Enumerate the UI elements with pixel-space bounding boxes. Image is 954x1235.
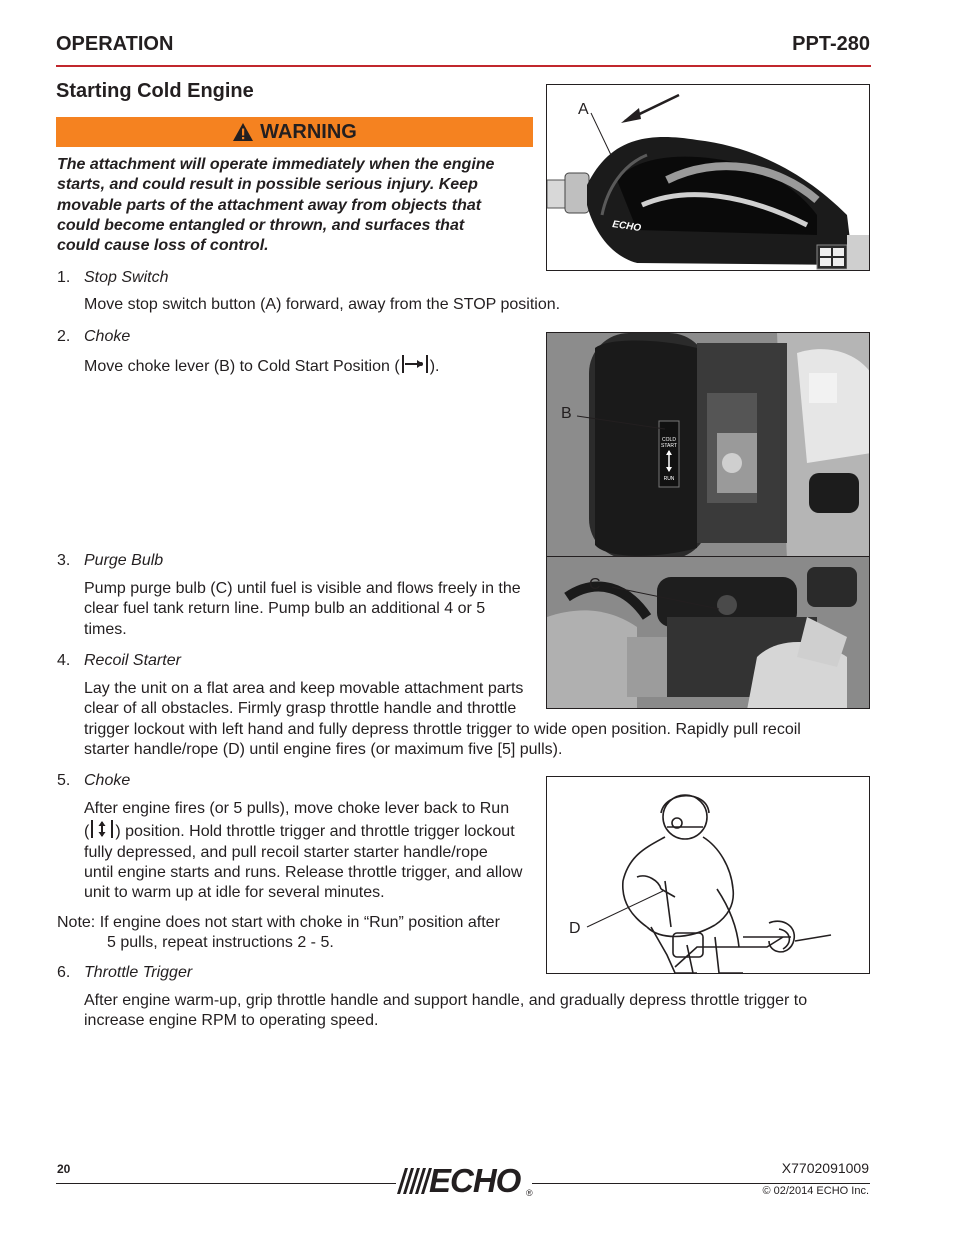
step-text xyxy=(84,799,544,903)
copyright: © 02/2014 ECHO Inc. xyxy=(762,1185,869,1197)
step-heading: Recoil Starter xyxy=(84,652,181,669)
echo-logo-text: ECHO xyxy=(429,1162,521,1199)
figure-purge-bulb xyxy=(546,556,870,709)
step-text xyxy=(84,579,544,640)
text-line: clear of all obstacles. Firmly grasp throttle handle and throttle xyxy=(84,700,517,718)
registered-mark: ® xyxy=(526,1188,533,1198)
step-number: 5. xyxy=(57,772,71,789)
step-number: 6. xyxy=(57,964,71,981)
step-text: Move stop switch button (A) forward, away from the STOP position. xyxy=(84,296,561,313)
callout-a: A xyxy=(578,101,589,118)
step-number: 3. xyxy=(57,552,71,569)
note-line: 5 pulls, repeat instructions 2 - 5. xyxy=(107,934,334,951)
callout-d: D xyxy=(569,920,581,937)
carb-label-run: RUN xyxy=(663,476,675,482)
step-text xyxy=(84,991,874,1032)
callout-b: B xyxy=(561,405,572,422)
text-line: After engine fires (or 5 pulls), move choke lever back to Run xyxy=(84,800,510,817)
warning-text xyxy=(57,155,537,256)
warning-line: could become entangled or thrown, and surfaces that xyxy=(57,216,465,234)
operator-pulling-starter-illustration xyxy=(547,777,870,974)
carb-label-start: START xyxy=(661,443,677,449)
page-number: 20 xyxy=(57,1162,71,1176)
text-line: until engine starts and runs. Release throttle trigger, and allow xyxy=(84,863,523,881)
carb-label-cold: COLD xyxy=(662,437,676,443)
echo-logo xyxy=(395,1162,535,1200)
step-heading: Choke xyxy=(84,772,131,789)
step-number: 4. xyxy=(57,652,71,669)
step-text-pre: Move choke lever (B) to Cold Start Position ( xyxy=(84,358,400,375)
note-line: Note: If engine does not start with choke in “Run” position after xyxy=(57,914,500,931)
document-code: X7702091009 xyxy=(781,1160,869,1176)
handle-brand-text: ECHO xyxy=(611,219,642,234)
step-text-post: ). xyxy=(429,358,440,375)
text-post: ) position. Hold throttle trigger and throttle trigger lockout xyxy=(115,823,515,841)
figure-recoil-starter xyxy=(546,776,870,974)
warning-line: The attachment will operate immediately when the engine xyxy=(57,156,495,173)
text-line: unit to warm up at idle for several minutes. xyxy=(84,884,385,902)
page-title: Starting Cold Engine xyxy=(56,80,254,102)
text-line: clear fuel tank return line. Pump bulb an additional 4 or 5 xyxy=(84,600,486,618)
callout-c: C xyxy=(589,576,601,593)
header-rule xyxy=(56,65,871,67)
carburetor-illustration xyxy=(547,333,870,558)
step-number: 1. xyxy=(57,269,71,286)
step-heading: Purge Bulb xyxy=(84,552,164,569)
footer-rule-left xyxy=(56,1183,396,1184)
step-heading: Throttle Trigger xyxy=(84,964,193,981)
model-number: PPT-280 xyxy=(792,33,870,55)
text-line: Lay the unit on a flat area and keep movable attachment parts xyxy=(84,680,524,697)
text-line: times. xyxy=(84,620,127,638)
text-line: trigger lockout with left hand and fully depress throttle trigger to wide open position. Rapidly pull recoil xyxy=(84,720,801,738)
text-line: fully depressed, and pull recoil starter starter handle/rope xyxy=(84,843,488,861)
text-line xyxy=(84,819,544,842)
warning-triangle-icon xyxy=(232,122,254,142)
throttle-handle-illustration xyxy=(547,85,870,271)
section-title: OPERATION xyxy=(56,33,174,55)
text-line: increase engine RPM to operating speed. xyxy=(84,1012,379,1030)
step-heading: Choke xyxy=(84,328,131,345)
step-text xyxy=(84,354,439,377)
cold-start-icon xyxy=(400,354,430,374)
text-line: After engine warm-up, grip throttle handle and support handle, and gradually depress throttle trigger to xyxy=(84,992,808,1009)
run-position-icon xyxy=(89,819,115,839)
figure-throttle-handle xyxy=(546,84,870,271)
figure-choke-lever xyxy=(546,332,870,558)
text-line: starter handle/rope (D) until engine fires (or maximum five [5] pulls). xyxy=(84,740,563,758)
warning-label: WARNING xyxy=(260,120,357,143)
warning-banner xyxy=(56,117,533,147)
text-pre: ( xyxy=(84,823,90,841)
warning-line: could cause loss of control. xyxy=(57,237,269,255)
text-line: Pump purge bulb (C) until fuel is visible and flows freely in the xyxy=(84,580,521,597)
step-number: 2. xyxy=(57,328,71,345)
step-heading: Stop Switch xyxy=(84,269,169,286)
warning-line: starts, and could result in possible serious injury. Keep xyxy=(57,176,478,194)
footer-rule-right xyxy=(532,1183,870,1184)
warning-line: movable parts of the attachment away from objects that xyxy=(57,196,482,214)
